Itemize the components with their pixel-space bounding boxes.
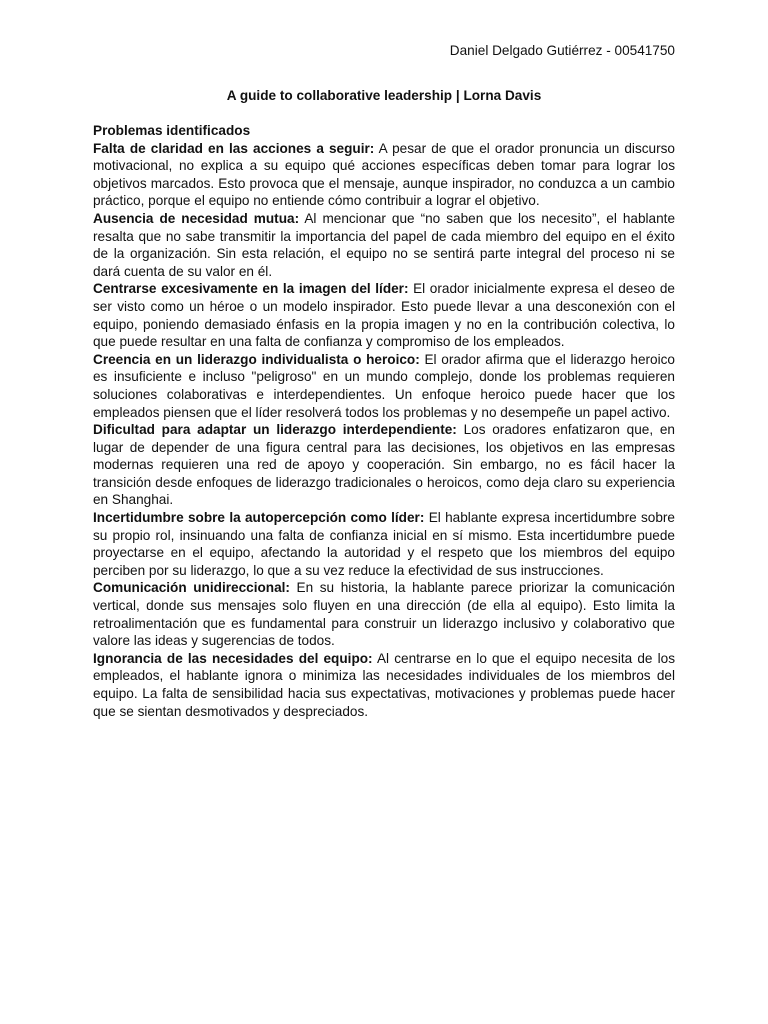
problem-text: Al centrarse en lo que el equipo necesita de los empleados, el hablante ignora o minimiza las necesidades individuales de los miembros del equipo. La falta de sensibilidad hacia sus expectativas, motivaciones y problemas puede hacer que se sientan desmotivados y despreciados.: [93, 650, 675, 719]
problem-term: Falta de claridad en las acciones a seguir:: [93, 140, 375, 156]
problem-item: [93, 650, 675, 720]
problem-term: Creencia en un liderazgo individualista o heroico:: [93, 351, 420, 367]
problem-item: [93, 280, 675, 350]
document-title: A guide to collaborative leadership | Lorna Davis: [226, 88, 542, 103]
problem-text: Los oradores enfatizaron que, en lugar de depender de una figura central para las decisiones, los objetivos en las empresas modernas requieren una red de apoyo y cooperación. Sin embargo, no es fácil hacer la transición desde enfoques de liderazgo tradicionales o heroicos, como deja claro su experiencia en Shanghai.: [93, 422, 675, 508]
problem-term: Dificultad para adaptar un liderazgo interdependiente:: [93, 422, 457, 438]
problem-term: Ausencia de necesidad mutua:: [93, 210, 300, 226]
problem-text: El hablante expresa incertidumbre sobre su propio rol, insinuando una falta de confianza inicial en sí mismo. Esta incertidumbre puede proyectarse en el equipo, afectando la autoridad y el respeto que los miembros del equipo perciben por su liderazgo, lo que a su vez reduce la efectividad de sus instrucciones.: [93, 510, 675, 578]
problem-term: Incertidumbre sobre la autopercepción como líder:: [93, 510, 425, 526]
section-heading: Problemas identificados: [93, 123, 251, 138]
problem-item: [93, 351, 675, 421]
author-line: Daniel Delgado Gutiérrez - 00541750: [449, 43, 675, 58]
problem-term: Ignorancia de las necesidades del equipo:: [93, 650, 373, 666]
problem-item: [93, 579, 675, 649]
problem-text: A pesar de que el orador pronuncia un discurso motivacional, no explica a su equipo qué acciones específicas deben tomar para lograr los objetivos marcados. Esto provoca que el mensaje, aunque inspirador, no conduzca a un cambio práctico, porque el equipo no entiende cómo contribuir a lograr el objetivo.: [93, 140, 675, 209]
problem-text: El orador inicialmente expresa el deseo de ser visto como un héroe o un modelo inspirador. Esto puede llevar a una desconexión con el equipo, poniendo demasiado énfasis en la propia imagen y no en la contribución colectiva, lo que puede resultar en una falta de confianza y compromiso de los empleados.: [93, 281, 675, 350]
problem-text: El orador afirma que el liderazgo heroico es insuficiente e incluso "peligroso" en un mundo complejo, donde los problemas requieren soluciones colaborativas e interdependientes. Un enfoque heroico puede hacer que los empleados piensen que el líder resolverá todos los problemas y no desempeñe un papel activo.: [93, 351, 675, 420]
problem-item: [93, 421, 675, 509]
problem-text: En su historia, la hablante parece priorizar la comunicación vertical, donde sus mensajes solo fluyen en una dirección (de ella al equipo). Esto limita la retroalimentación que es fundamental para construir un liderazgo inclusivo y colaborativo que valore las ideas y sugerencias de todos.: [93, 580, 675, 649]
problem-term: Centrarse excesivamente en la imagen del líder:: [93, 281, 409, 297]
document-body: [93, 122, 675, 720]
problem-item: [93, 140, 675, 210]
problem-item: [93, 210, 675, 280]
problem-item: [93, 509, 675, 579]
problem-term: Comunicación unidireccional:: [93, 580, 290, 596]
problem-text: Al mencionar que “no saben que los necesito”, el hablante resalta que no sabe transmitir la importancia del papel de cada miembro del equipo en el éxito de la organización. Sin esta relación, el equipo no se sentirá parte integral del proceso ni se dará cuenta de su valor en él.: [93, 210, 676, 279]
